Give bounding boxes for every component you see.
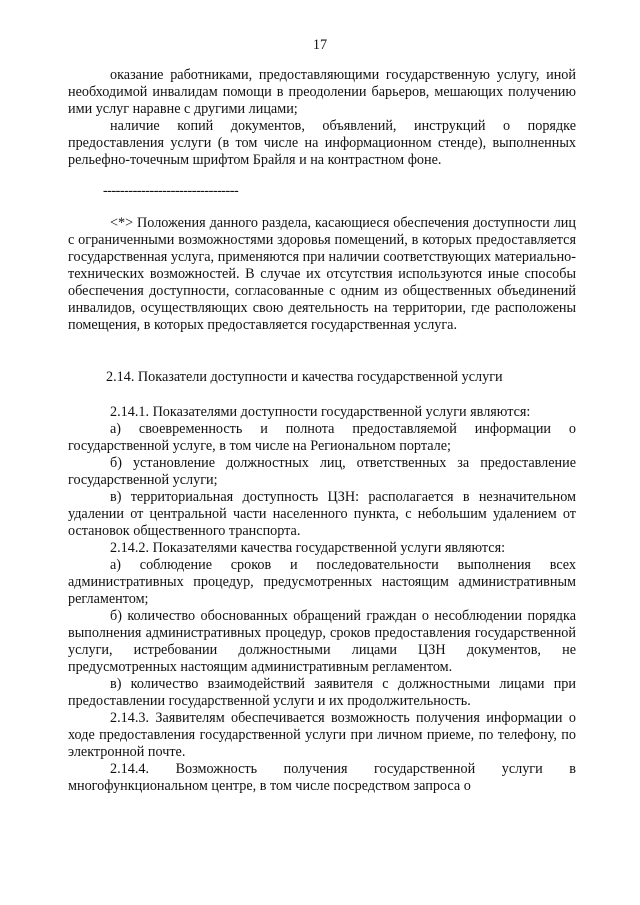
paragraph-2-14-3: 2.14.3. Заявителям обеспечивается возможность получения информации о ходе предоставления государственной услуги при личном приеме, по телефону, по электронной почте.	[68, 710, 576, 760]
paragraph-2-14-2-v: в) количество взаимодействий заявителя с должностными лицами при предоставлении государственной услуги и их продолжительность.	[68, 676, 576, 709]
footnote-text: <*> Положения данного раздела, касающиеся обеспечения доступности лиц с ограниченными возможностями здоровья помещений, в которых предоставляется государственная услуга, применяются при наличии соответствующих материально-технических возможностей. В случае их отсутствия используются иные способы обеспечения доступности, согласованные с одним из общественных объединений инвалидов, осуществляющих свою деятельность на территории, где расположены помещения, в которых предоставляется государственная услуга.	[68, 215, 576, 333]
paragraph-assistance: оказание работниками, предоставляющими государственную услугу, иной необходимой инвалидам помощи в преодолении барьеров, мешающих получению ими услуг наравне с другими лицами;	[68, 67, 576, 117]
paragraph-2-14-1: 2.14.1. Показателями доступности государственной услуги являются:	[110, 404, 531, 420]
footnote-block	[68, 215, 576, 334]
paragraph-2-14-1-b: б) установление должностных лиц, ответственных за предоставление государственной услуги;	[68, 455, 576, 488]
footnote-separator-block	[68, 183, 576, 200]
footnote-separator: --------------------------------	[103, 183, 239, 199]
paragraph-2-14-2: 2.14.2. Показателями качества государственной услуги являются:	[110, 540, 506, 556]
paragraph-2-14-1-a: а) своевременность и полнота предоставляемой информации о государственной услуге, в том числе на Региональном портале;	[68, 421, 576, 454]
page-number: 17	[312, 37, 328, 53]
section-body	[68, 404, 576, 795]
paragraph-2-14-2-b: б) количество обоснованных обращений граждан о несоблюдении порядка выполнения административных процедур, сроков предоставления государственной услуги, истребовании должностными лицами ЦЗН документов, не предусмотренных настоящим административным регламентом.	[68, 608, 576, 675]
intro-block	[68, 67, 576, 169]
section-heading: 2.14. Показатели доступности и качества государственной услуги	[106, 369, 503, 385]
paragraph-2-14-1-v: в) территориальная доступность ЦЗН: располагается в незначительном удалении от центральной части населенного пункта, с небольшим удалением от остановок общественного транспорта.	[68, 489, 576, 539]
paragraph-2-14-2-a: а) соблюдение сроков и последовательности выполнения всех административных процедур, предусмотренных настоящим административным регламентом;	[68, 557, 576, 607]
paragraph-braille: наличие копий документов, объявлений, инструкций о порядке предоставления услуги (в том числе на информационном стенде), выполненных рельефно-точечным шрифтом Брайля и на контрастном фоне.	[68, 118, 576, 168]
section-heading-block	[68, 369, 576, 386]
paragraph-2-14-4: 2.14.4. Возможность получения государственной услуги в многофункциональном центре, в том числе посредством запроса о	[68, 761, 576, 794]
